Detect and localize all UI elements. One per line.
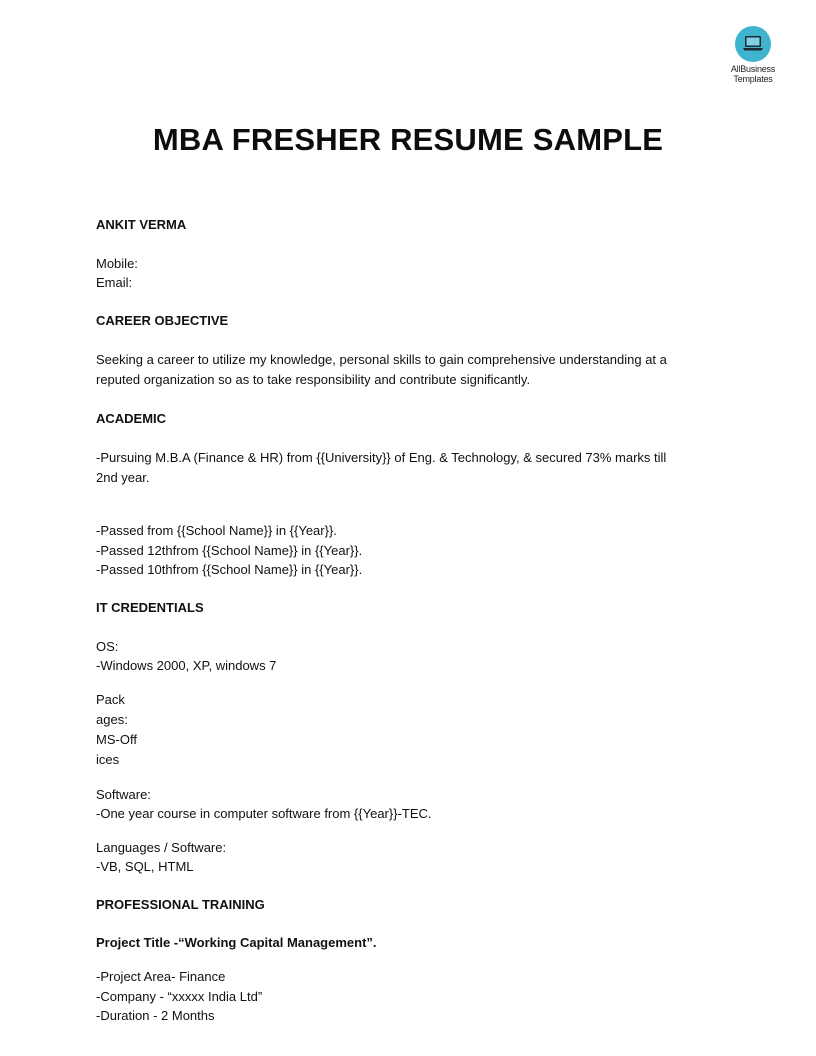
academic-mba-line-1: -Pursuing M.B.A (Finance & HR) from {{University}} of Eng. & Technology, & secured 73% marks till [96, 450, 667, 465]
languages-value: -VB, SQL, HTML [96, 859, 194, 874]
training-item: -Project Area- Finance [96, 969, 226, 984]
software-value: -One year course in computer software from {{Year}}-TEC. [96, 806, 432, 821]
allbusiness-templates-logo [722, 26, 784, 84]
software-label: Software: [96, 787, 151, 802]
document-title: MBA FRESHER RESUME SAMPLE [152, 122, 664, 157]
packages-line: ices [96, 752, 120, 767]
os-label: OS: [96, 639, 119, 654]
it-credentials-heading: IT CREDENTIALS [96, 600, 204, 615]
academic-mba-line-2: 2nd year. [96, 470, 150, 485]
candidate-name: ANKIT VERMA [96, 217, 187, 232]
email-label: Email: [96, 275, 133, 290]
packages-line: MS-Off [96, 732, 137, 747]
academic-item: -Passed 10thfrom {{School Name}} in {{Year}}. [96, 562, 363, 577]
logo-text-line1: AllBusiness [730, 64, 776, 74]
career-objective-line-1: Seeking a career to utilize my knowledge, personal skills to gain comprehensive understanding at a [96, 352, 667, 367]
packages-line: Pack [96, 692, 125, 707]
packages-line: ages: [96, 712, 128, 727]
mobile-label: Mobile: [96, 256, 138, 271]
academic-item: -Passed 12thfrom {{School Name}} in {{Year}}. [96, 543, 363, 558]
academic-item: -Passed from {{School Name}} in {{Year}}. [96, 523, 337, 538]
logo-text-line2: Templates [733, 74, 773, 84]
laptop-icon [735, 26, 771, 62]
training-item: -Company - “xxxxx India Ltd” [96, 989, 263, 1004]
languages-label: Languages / Software: [96, 840, 227, 855]
career-objective-line-2: reputed organization so as to take responsibility and contribute significantly. [96, 372, 531, 387]
professional-training-heading: PROFESSIONAL TRAINING [96, 897, 265, 912]
academic-heading: ACADEMIC [96, 411, 167, 426]
os-value: -Windows 2000, XP, windows 7 [96, 658, 277, 673]
career-objective-heading: CAREER OBJECTIVE [96, 313, 229, 328]
training-item: -Duration - 2 Months [96, 1008, 215, 1023]
project-title: Project Title -“Working Capital Management”. [96, 935, 377, 950]
